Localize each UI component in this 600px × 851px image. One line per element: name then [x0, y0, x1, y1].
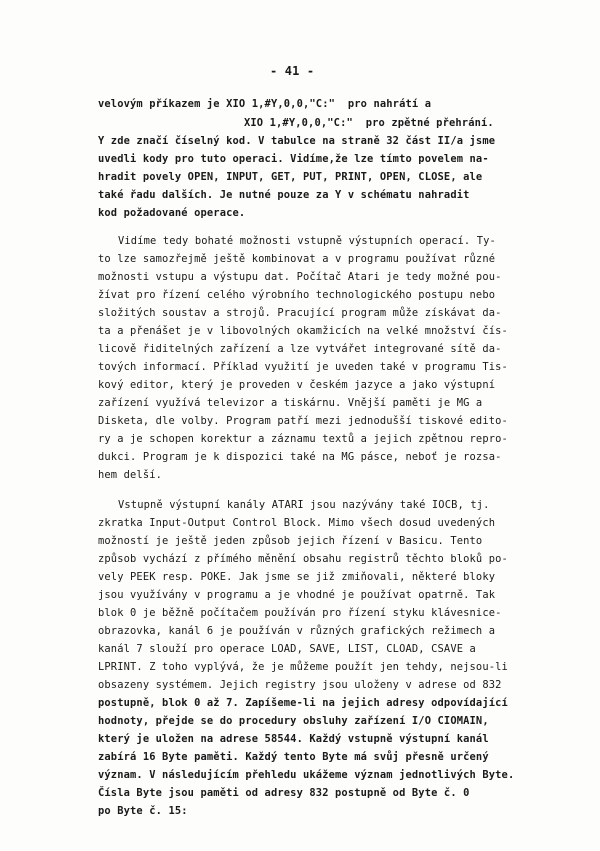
text-line: licově řiditelných zařízení a lze vytvářet integrované sítě da- [98, 343, 502, 355]
text-line: zařízení využívá televizor a tiskárnu. Vnější paměti je MG a [98, 397, 483, 409]
text-line: žívat pro řízení celého výrobního technologického postupu nebo [98, 289, 496, 301]
text-line: tových informací. Příklad využití je uveden také v programu Tis- [98, 361, 508, 373]
text-line: možnosti vstupu a výstupu dat. Počítač Atari je tedy možné pou- [98, 271, 502, 283]
text-line: kanál 7 slouží pro operace LOAD, SAVE, LIST, CLOAD, CSAVE a [98, 643, 476, 655]
text-line: obsazeny systémem. Jejich registry jsou uloženy v adrese od 832 [98, 679, 502, 691]
text-line: po Byte č. 15: [98, 805, 188, 817]
text-line: Vstupně výstupní kanály ATARI jsou nazývány také IOCB, tj. [118, 499, 490, 511]
text-line: LPRINT. Z toho vyplývá, že je můžeme použít jen tehdy, nejsou-li [98, 661, 508, 673]
text-line: ta a přenášet je v libovolných okamžicích na velké množství čís- [98, 325, 508, 337]
text-line: Vidíme tedy bohaté možnosti vstupně výstupních operací. Ty- [118, 235, 496, 247]
text-line: složitých soustav a strojů. Pracující program může získávat da- [98, 307, 502, 319]
text-line: hodnoty, přejde se do procedury obsluhy zařízení I/O CIOMAIN, [98, 715, 489, 727]
text-line: způsob vychází z přímého měnění obsahu registrů těchto bloků po- [98, 553, 508, 565]
text-line: XIO 1,#Y,0,0,"C:" pro zpětné přehrání. [244, 117, 494, 129]
text-line: kový editor, který je proveden v českém jazyce a jako výstupní [98, 379, 496, 391]
text-line: význam. V následujícím přehledu ukážeme význam jednotlivých Byte. [98, 769, 515, 781]
text-line: ry a je schopen korektur a záznamu textů a jejich zpětnou repro- [98, 433, 508, 445]
text-line: postupně, blok 0 až 7. Zapíšeme-li na jejich adresy odpovídající [98, 697, 508, 709]
text-line: to lze samozřejmě ještě kombinovat a v programu používat různé [98, 253, 496, 265]
text-line: který je uložen na adrese 58544. Každý vstupně výstupní kanál [98, 733, 489, 745]
text-line: uvedli kody pro tuto operaci. Vidíme,že lze tímto povelem na- [98, 153, 489, 165]
text-line: dukci. Program je k dispozici také na MG pásce, neboť je rozsa- [98, 451, 502, 463]
text-line: Čísla Byte jsou paměti od adresy 832 postupně od Byte č. 0 [98, 787, 470, 799]
page-number: - 41 - [270, 64, 315, 78]
text-line: možností je ještě jeden způsob jejich řízení v Basicu. Tento [98, 535, 483, 547]
text-line: blok 0 je běžně počítačem používán pro řízení styku klávesnice- [98, 607, 502, 619]
text-line: hradit povely OPEN, INPUT, GET, PUT, PRINT, OPEN, CLOSE, ale [98, 171, 483, 183]
text-line: velovým příkazem je XIO 1,#Y,0,0,"C:" pro nahrátí a [98, 98, 432, 110]
text-line: zabírá 16 Byte paměti. Každý tento Byte má svůj přesně určený [98, 751, 489, 763]
text-line: zkratka Input-Output Control Block. Mimo všech dosud uvedených [98, 517, 496, 529]
text-line: Disketa, dle volby. Program patří mezi jednodušší tiskové edito- [98, 415, 508, 427]
text-line: také řadu dalších. Je nutné pouze za Y v schématu nahradit [98, 189, 470, 201]
text-line: obrazovka, kanál 6 je používán v různých grafických režimech a [98, 625, 496, 637]
text-line: Y zde značí číselný kod. V tabulce na straně 32 část II/a jsme [98, 135, 496, 147]
text-line: kod požadované operace. [98, 207, 246, 219]
text-line: jsou využívány v programu a je vhodné je používat opatrně. Tak [98, 589, 496, 601]
text-line: hem delší. [98, 469, 163, 481]
text-line: vely PEEK resp. POKE. Jak jsme se již zmiňovali, některé bloky [98, 571, 496, 583]
